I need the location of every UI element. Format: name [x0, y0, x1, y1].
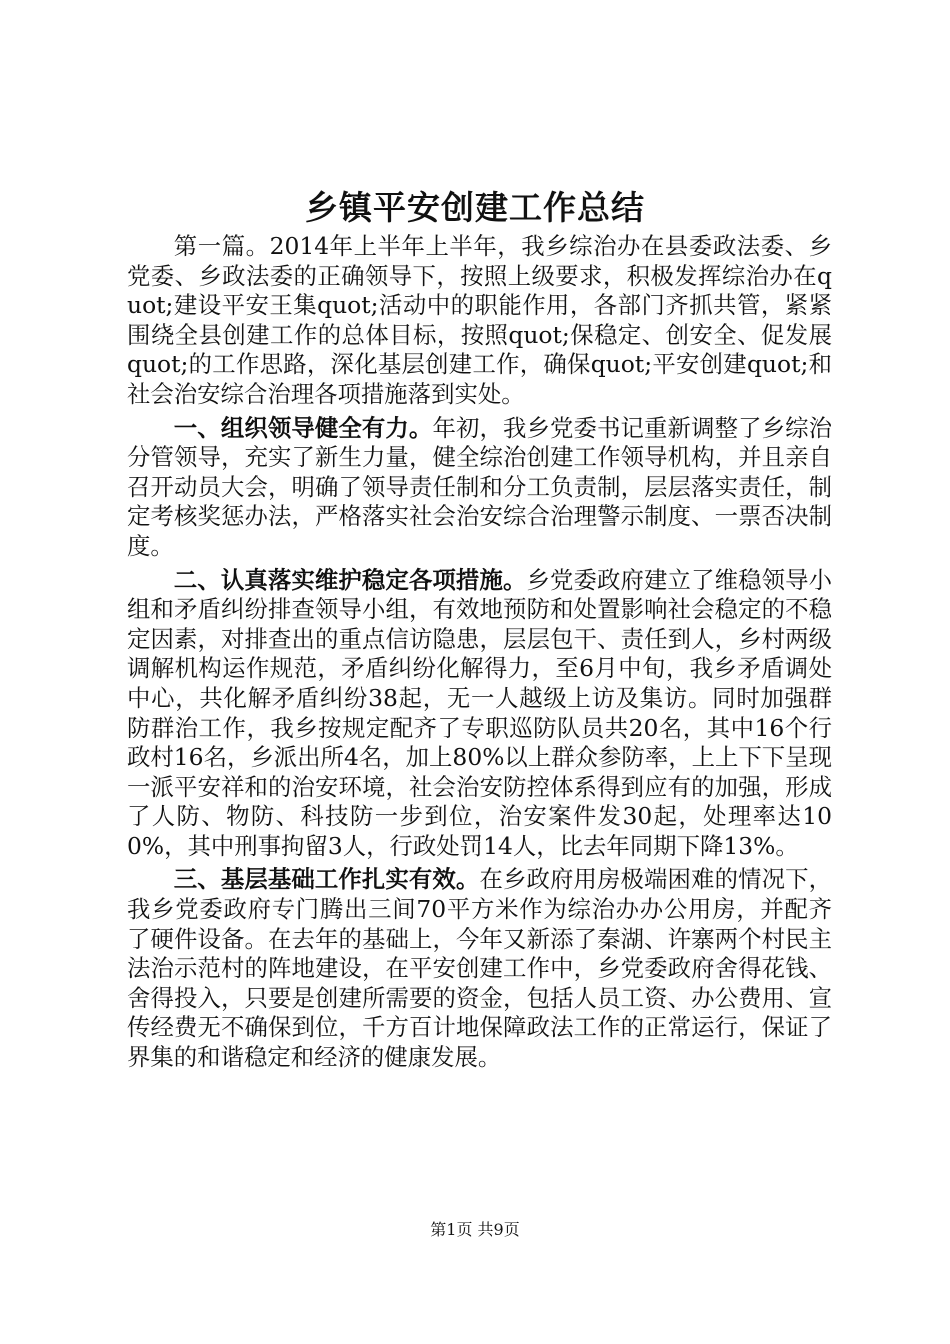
document-body	[127, 232, 832, 1077]
paragraph-grassroots	[127, 865, 832, 1072]
paragraph-text: 第一篇。2014年上半年上半年，我乡综治办在县委政法委、乡党委、乡政法委的正确领导下，按照上级要求，积极发挥综治办在quot;建设平安王集quot;活动中的职能作用，各部门齐抓共管，紧紧围绕全县创建工作的总体目标，按照quot;保稳定、创安全、促发展quot;的工作思路，深化基层创建工作，确保quot;平安创建quot;和社会治安综合治理各项措施落到实处。	[127, 232, 832, 408]
paragraph-stability	[127, 566, 832, 862]
paragraph-text: 年初，我乡党委书记重新调整了乡综治分管领导，充实了新生力量，健全综治创建工作领导机构，并且亲自召开动员大会，明确了领导责任制和分工负责制，层层落实责任，制定考核奖惩办法，严格落实社会治安综合治理警示制度、一票否决制度。	[127, 413, 833, 560]
paragraph-heading: 二、认真落实维护稳定各项措施。	[173, 565, 527, 594]
paragraph-text: 乡党委政府建立了维稳领导小组和矛盾纠纷排查领导小组，有效地预防和处置影响社会稳定的不稳定因素，对排查出的重点信访隐患，层层包干、责任到人，乡村两级调解机构运作规范，矛盾纠纷化解得力，至6月中旬，我乡矛盾调处中心，共化解矛盾纠纷38起，无一人越级上访及集访。同时加强群防群治工作，我乡按规定配齐了专职巡防队员共20名，其中16个行政村16名，乡派出所4名，加上80%以上群众参防率，上上下下呈现一派平安祥和的治安环境，社会治安防控体系得到应有的加强，形成了人防、物防、科技防一步到位，治安案件发30起，处理率达100%，其中刑事拘留3人，行政处罚14人，比去年同期下降13%。	[127, 565, 833, 860]
page-number-footer: 第1页 共9页	[430, 1220, 520, 1239]
paragraph-text: 在乡政府用房极端困难的情况下，我乡党委政府专门腾出三间70平方米作为综治办办公用房，并配齐了硬件设备。在去年的基础上，今年又新添了秦湖、许寨两个村民主法治示范村的阵地建设，在平安创建工作中，乡党委政府舍得花钱、舍得投入，只要是创建所需要的资金，包括人员工资、办公费用、宣传经费无不确保到位，千方百计地保障政法工作的正常运行，保证了界集的和谐稳定和经济的健康发展。	[127, 865, 833, 1072]
paragraph-intro	[127, 232, 832, 410]
paragraph-organization	[127, 414, 832, 562]
paragraph-heading: 一、组织领导健全有力。	[173, 413, 433, 442]
document-title: 乡镇平安创建工作总结	[305, 188, 645, 227]
paragraph-heading: 三、基层基础工作扎实有效。	[173, 865, 480, 894]
